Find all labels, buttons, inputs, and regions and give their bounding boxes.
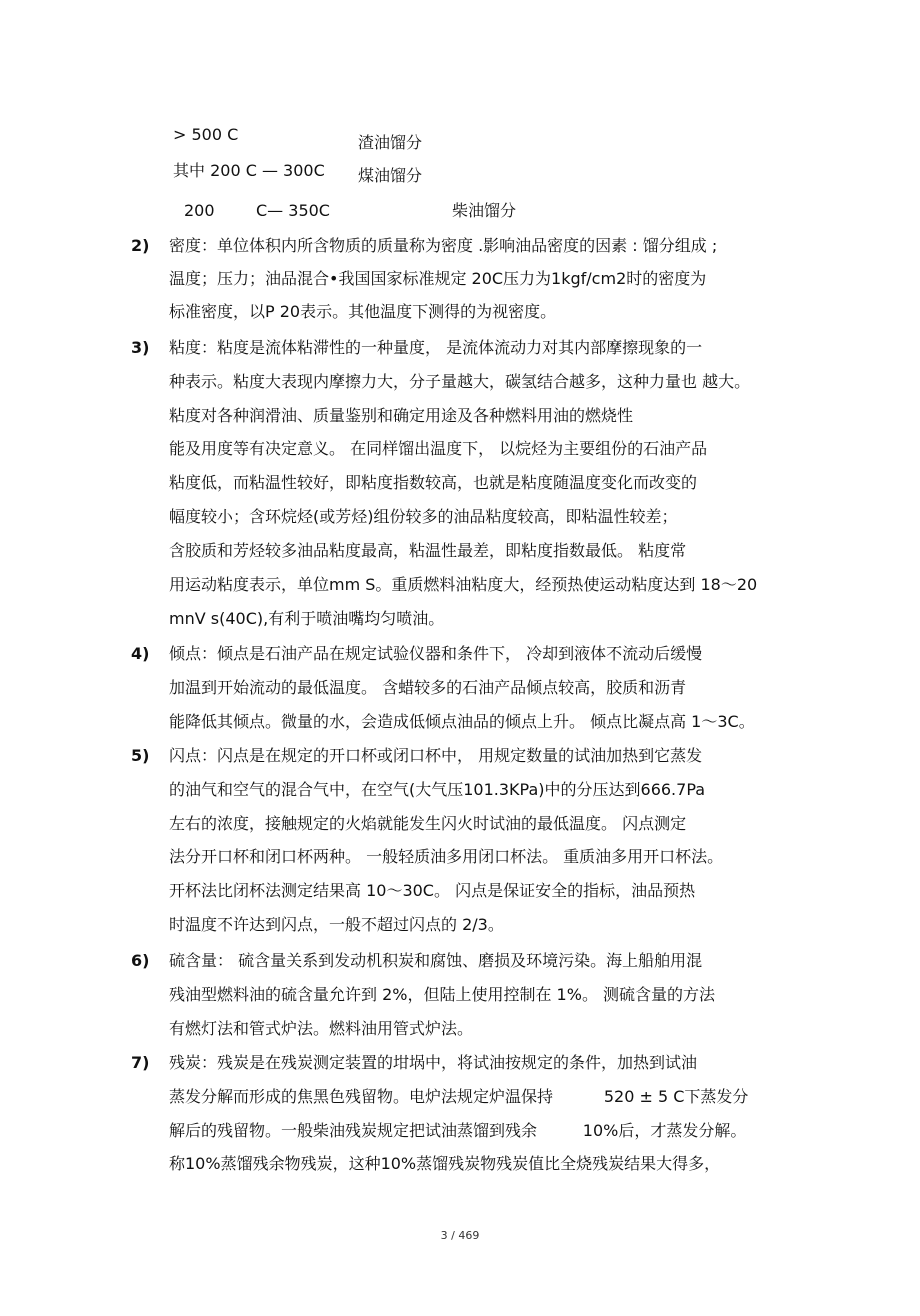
fraction-range-3a: 200 [184,201,215,220]
page-number: 3 / 469 [440,1229,480,1242]
fraction-range-1: > 500 C [173,125,239,144]
paragraph-line: 粘度对各种润滑油、质量鉴别和确定用途及各种燃料用油的燃烧性 [169,406,634,425]
item-number: 7) [131,1053,150,1072]
fraction-name-1: 渣油馏分 [358,133,423,152]
fraction-name-3: 柴油馏分 [452,201,517,220]
paragraph-line: 左右的浓度，接触规定的火焰就能发生闪火时试油的最低温度。 闪点测定 [169,814,687,833]
item-number: 2) [131,236,150,255]
paragraph-line: 有燃灯法和管式炉法。燃料油用管式炉法。 [169,1019,474,1038]
paragraph-line: 称10%蒸馏残余物残炭，这种10%蒸馏残炭物残炭值比全烧残炭结果大得多， [169,1154,721,1173]
paragraph-line: 粘度：粘度是流体粘滞性的一种量度， 是流体流动力对其内部摩擦现象的一 [169,338,703,357]
paragraph-line: 温度；压力；油品混合•我国国家标准规定 20C压力为1kgf/cm2时的密度为 [169,269,707,288]
item-number: 4) [131,644,150,663]
paragraph-line: 的油气和空气的混合气中，在空气(大气压101.3KPa)中的分压达到666.7Pa [169,780,706,799]
paragraph-line: 闪点：闪点是在规定的开口杯或闭口杯中， 用规定数量的试油加热到它蒸发 [169,746,703,765]
item-number: 5) [131,746,150,765]
paragraph-line: 法分开口杯和闭口杯两种。 一般轻质油多用闭口杯法。 重质油多用开口杯法。 [169,847,724,866]
paragraph-line: mnV s(40C),有利于喷油嘴均匀喷油。 [169,609,445,628]
paragraph-line: 残炭：残炭是在残炭测定装置的坩埚中，将试油按规定的条件，加热到试油 [169,1053,698,1072]
fraction-name-2: 煤油馏分 [358,166,423,185]
paragraph-line: 密度：单位体积内所含物质的质量称为密度 .影响油品密度的因素 : 馏分组成 ; [169,236,718,255]
paragraph-line: 时温度不许达到闪点，一般不超过闪点的 2/3。 [169,915,504,934]
item-number: 3) [131,338,150,357]
paragraph-line: 幅度较小；含环烷烃(或芳烃)组份较多的油品粘度较高，即粘温性较差； [169,507,678,526]
paragraph-line: 标准密度，以P 20表示。其他温度下测得的为视密度。 [169,302,557,321]
paragraph-line: 用运动粘度表示，单位mm S。重质燃料油粘度大，经预热使运动粘度达到 18～20 [169,575,758,594]
fraction-range-3b: C— 350C [256,201,330,220]
paragraph-line: 解后的残留物。一般柴油残炭规定把试油蒸馏到残余 10%后，才蒸发分解。 [169,1121,747,1140]
paragraph-line: 种表示。粘度大表现内摩擦力大，分子量越大，碳氢结合越多，这种力量也 越大。 [169,372,751,391]
item-number: 6) [131,951,150,970]
paragraph-line: 开杯法比闭杯法测定结果高 10～30C。 闪点是保证安全的指标，油品预热 [169,881,696,900]
paragraph-line: 蒸发分解而形成的焦黑色残留物。电炉法规定炉温保持 520 ± 5 C下蒸发分 [169,1087,749,1106]
fraction-range-2: 其中 200 C — 300C [173,161,325,180]
paragraph-line: 粘度低，而粘温性较好，即粘度指数较高，也就是粘度随温度变化而改变的 [169,473,698,492]
paragraph-line: 含胶质和芳烃较多油品粘度最高，粘温性最差，即粘度指数最低。 粘度常 [169,541,687,560]
paragraph-line: 加温到开始流动的最低温度。 含蜡较多的石油产品倾点较高，胶质和沥青 [169,678,687,697]
paragraph-line: 硫含量： 硫含量关系到发动机积炭和腐蚀、磨损及环境污染。海上船舶用混 [169,951,703,970]
paragraph-line: 能及用度等有决定意义。 在同样馏出温度下， 以烷烃为主要组份的石油产品 [169,439,708,458]
paragraph-line: 残油型燃料油的硫含量允许到 2%，但陆上使用控制在 1%。 测硫含量的方法 [169,985,716,1004]
paragraph-line: 能降低其倾点。微量的水，会造成低倾点油品的倾点上升。 倾点比凝点高 1～3C。 [169,712,755,731]
paragraph-line: 倾点：倾点是石油产品在规定试验仪器和条件下， 冷却到液体不流动后缓慢 [169,644,703,663]
